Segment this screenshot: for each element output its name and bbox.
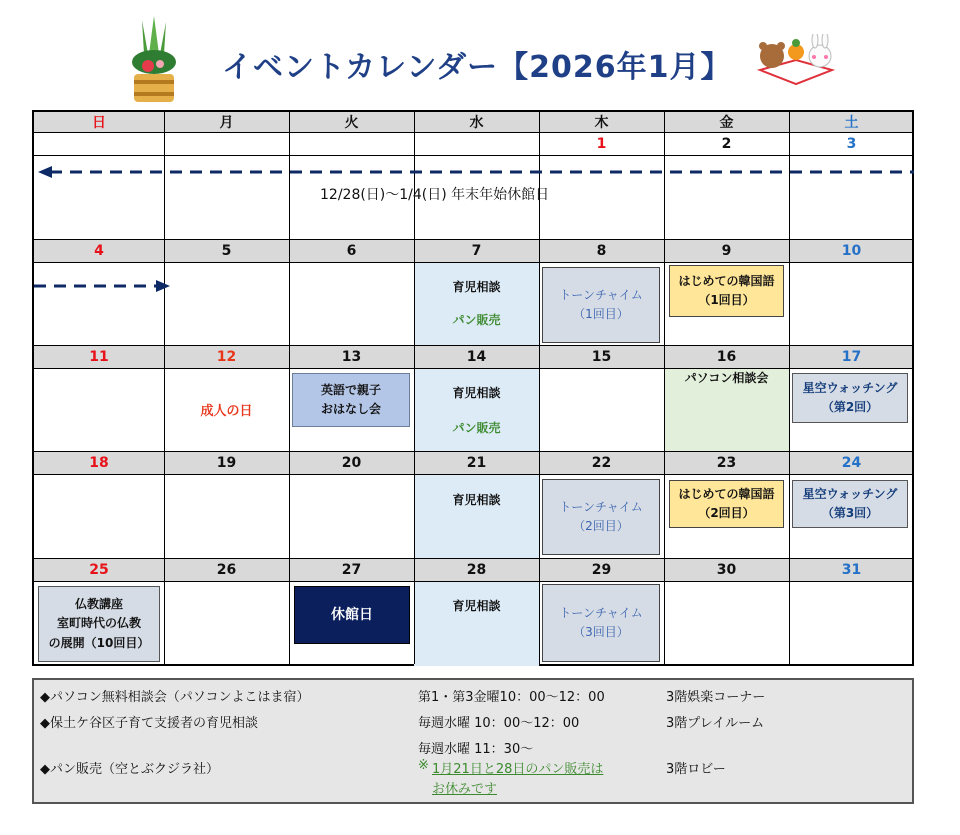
date-cell: 16 [716, 348, 737, 365]
event-pc-consult: パソコン相談会 [684, 371, 769, 386]
info-row-2-time: 毎週水曜 10：00～12：00 [418, 716, 580, 731]
info-row-3-name: ◆パン販売（空とぶクジラ社） [40, 762, 219, 777]
info-row-3-time: 毎週水曜 11：30～ [418, 742, 534, 757]
event-coming-of-age-day: 成人の日 [200, 403, 253, 419]
event-korean-1: はじめての韓国語 （1回目） [669, 265, 784, 317]
event-childcare-consult: 育児相談 [452, 493, 501, 508]
date-cell: 19 [216, 454, 237, 471]
date-cell: 31 [841, 561, 862, 578]
weekday-5: 金 [719, 115, 734, 131]
date-cell [289, 132, 414, 155]
info-row-2-place: 3階プレイルーム [666, 716, 765, 731]
info-note-line2: お休みです [432, 782, 498, 797]
date-cell: 18 [89, 454, 109, 471]
event-tone-chime-1: トーンチャイム （1回目） [542, 267, 660, 343]
date-cell: 24 [841, 454, 862, 471]
date-cell: 22 [591, 454, 612, 471]
weekday-1: 月 [219, 115, 234, 131]
event-korean-2: はじめての韓国語 （2回目） [669, 480, 784, 528]
date-cell: 10 [841, 242, 862, 259]
event-buddhism-lecture: 仏教講座 室町時代の仏教 の展開（10回目） [38, 586, 160, 662]
date-cell: 25 [89, 561, 109, 578]
info-row-1-place: 3階娯楽コーナー [666, 690, 766, 705]
event-childcare-consult: 育児相談 [452, 386, 501, 401]
date-cell: 9 [721, 242, 732, 259]
info-row-2-name: ◆保土ケ谷区子育て支援者の育児相談 [40, 716, 258, 731]
event-closed-day: 休館日 [294, 586, 410, 644]
date-cell: 29 [591, 561, 612, 578]
event-tone-chime-3: トーンチャイム （3回目） [542, 584, 660, 662]
date-cell: 23 [716, 454, 737, 471]
date-cell: 17 [841, 348, 862, 365]
date-cell: 6 [346, 242, 357, 259]
date-cell: 11 [89, 348, 109, 365]
info-box [32, 678, 914, 804]
weekday-3: 水 [469, 115, 484, 131]
date-cell [414, 132, 539, 155]
event-english-storytime: 英語で親子 おはなし会 [292, 373, 410, 427]
mascots-illustration [750, 34, 842, 90]
event-tone-chime-2: トーンチャイム （2回目） [542, 479, 660, 555]
date-cell: 26 [216, 561, 237, 578]
holiday-note: 12/28(日)～1/4(日) 年末年始休館日 [320, 187, 550, 203]
event-childcare-consult: 育児相談 [452, 599, 501, 614]
date-cell: 8 [596, 242, 607, 259]
date-cell [34, 132, 164, 155]
event-bread-sale: パン販売 [452, 421, 501, 436]
kadomatsu-illustration [126, 14, 182, 106]
info-row-1-name: ◆パソコン無料相談会（パソコンよこはま宿） [40, 690, 310, 705]
date-cell: 13 [341, 348, 362, 365]
page-title: イベントカレンダー【2026年1月】 [222, 50, 732, 85]
date-cell: 20 [341, 454, 362, 471]
info-note-line1: 1月21日と28日のパン販売は [432, 762, 604, 777]
event-stargazing-3: 星空ウォッチング （第3回） [792, 480, 908, 528]
date-cell: 7 [471, 242, 482, 259]
weekday-4: 木 [594, 115, 609, 131]
date-cell: 15 [591, 348, 612, 365]
event-childcare-consult: 育児相談 [452, 280, 501, 295]
date-cell: 27 [341, 561, 362, 578]
date-cell: 5 [221, 242, 232, 259]
weekday-6: 土 [844, 115, 859, 131]
event-bread-sale: パン販売 [452, 313, 501, 328]
date-cell: 3 [846, 135, 857, 152]
info-note-mark: ※ [418, 758, 429, 773]
date-cell: 4 [94, 242, 104, 259]
info-row-3-place: 3階ロビー [666, 762, 726, 777]
date-cell: 1 [596, 135, 607, 152]
holiday-arrow-week1 [34, 162, 914, 182]
holiday-arrow-week2 [34, 276, 174, 296]
info-row-1-time: 第1・第3金曜10：00～12：00 [418, 690, 605, 705]
weekday-0: 日 [92, 115, 106, 131]
date-cell [164, 132, 289, 155]
date-cell: 21 [466, 454, 487, 471]
date-cell: 12 [216, 348, 237, 365]
date-cell: 2 [721, 135, 732, 152]
date-cell: 28 [466, 561, 487, 578]
date-cell: 30 [716, 561, 737, 578]
event-stargazing-2: 星空ウォッチング （第2回） [792, 373, 908, 423]
date-cell: 14 [466, 348, 487, 365]
weekday-2: 火 [344, 115, 359, 131]
